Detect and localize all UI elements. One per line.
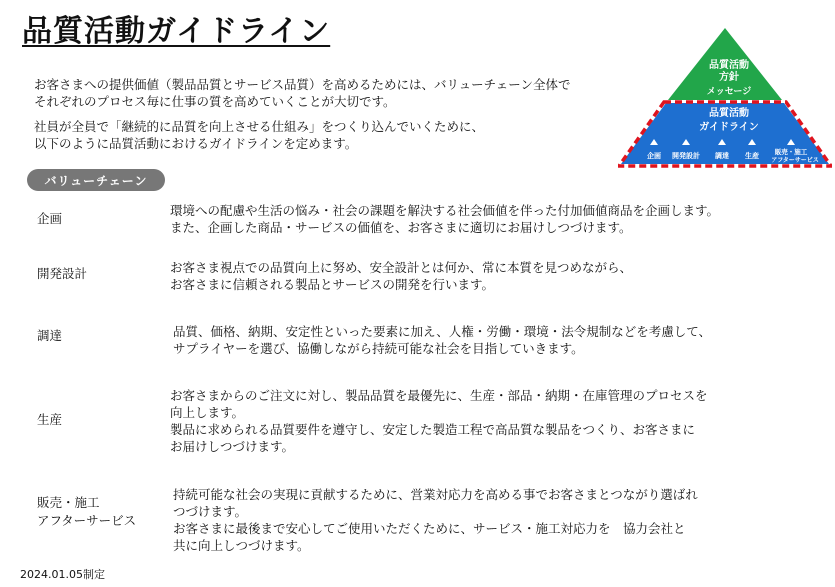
pyramid-item-label: 販売・施工: [774, 148, 808, 156]
row-text-line: 製品に求められる品質要件を遵守し、安定した製造工程で高品質な製品をつくり、お客さまに: [170, 422, 696, 437]
row-label-text: 生産: [37, 412, 63, 427]
pyramid-top-label: メッセージ: [706, 87, 752, 97]
row-text-line: お客さまからのご注文に対し、製品品質を最優先に、生産・部品・納期・在庫管理のプロセスを: [170, 388, 708, 403]
row-text-planning: [170, 202, 719, 236]
row-label-text: 販売・施工: [37, 495, 100, 510]
row-label-text: アフターサービス: [37, 513, 137, 528]
pyramid-top-label: 方針: [719, 72, 739, 83]
row-text-line: お届けしつづけます。: [170, 439, 295, 454]
row-text-procurement: [173, 323, 711, 357]
row-text-line: お客さま視点での品質向上に努め、安全設計とは何か、常に本質を見つめながら、: [170, 260, 633, 275]
pyramid-item-label: 開発設計: [672, 152, 700, 160]
intro-paragraph-2: [34, 118, 484, 152]
established-date: 2024.01.05制定: [20, 568, 105, 581]
row-text-line: 共に向上しつづけます。: [173, 538, 310, 553]
intro-line: お客さまへの提供価値（製品品質とサービス品質）を高めるためには、バリューチェーン全体で: [34, 77, 571, 92]
quality-pyramid-diagram: [618, 24, 832, 168]
row-text-line: お客さまに信頼される製品とサービスの開発を行います。: [170, 277, 495, 292]
row-text-line: 環境への配慮や生活の悩み・社会の課題を解決する社会価値を伴った付加価値商品を企画します。: [170, 203, 720, 218]
intro-line: 以下のように品質活動におけるガイドラインを定めます。: [34, 136, 358, 151]
row-label-text: 企画: [37, 211, 63, 226]
page-title: 品質活動ガイドライン: [22, 14, 331, 49]
pyramid-item-label: アフターサービス: [771, 157, 819, 164]
row-text-line: また、企画した商品・サービスの価値を、お客さまに適切にお届けしつづけます。: [170, 220, 632, 235]
row-label-procurement: [37, 327, 62, 345]
pyramid-top-label: 品質活動: [709, 60, 749, 71]
value-chain-badge: バリューチェーン: [27, 169, 165, 191]
row-text-development: [170, 259, 632, 293]
pyramid-mid-label: 品質活動: [709, 108, 749, 119]
row-text-sales-service: [173, 486, 698, 554]
row-label-production: [37, 411, 62, 429]
row-text-production: [170, 387, 708, 455]
row-text-line: サプライヤーを選び、協働しながら持続可能な社会を目指していきます。: [173, 341, 584, 356]
row-text-line: 品質、価格、納期、安定性といった要素に加え、人権・労働・環境・法令規制などを考慮して、: [173, 324, 712, 339]
row-text-line: つづけます。: [173, 504, 248, 519]
row-label-development: [37, 265, 87, 283]
row-label-sales-service: [37, 494, 136, 530]
pyramid-item-label: 調達: [715, 152, 729, 160]
row-label-text: 開発設計: [37, 266, 88, 281]
row-text-line: 向上します。: [170, 405, 245, 420]
intro-line: それぞれのプロセス毎に仕事の質を高めていくことが大切です。: [34, 94, 396, 109]
pyramid-item-label: 企画: [647, 152, 661, 160]
row-text-line: お客さまに最後まで安心してご使用いただくために、サービス・施工対応力を 協力会社と: [173, 521, 686, 536]
intro-paragraph-1: [34, 76, 571, 110]
pyramid-mid-label: ガイドライン: [699, 122, 759, 133]
row-label-planning: [37, 210, 62, 228]
pyramid-item-label: 生産: [745, 152, 759, 160]
intro-line: 社員が全員で「継続的に品質を向上させる仕組み」をつくり込んでいくために、: [34, 119, 485, 134]
row-text-line: 持続可能な社会の実現に貢献するために、営業対応力を高める事でお客さまとつながり選ばれ: [173, 487, 698, 502]
row-label-text: 調達: [37, 328, 63, 343]
